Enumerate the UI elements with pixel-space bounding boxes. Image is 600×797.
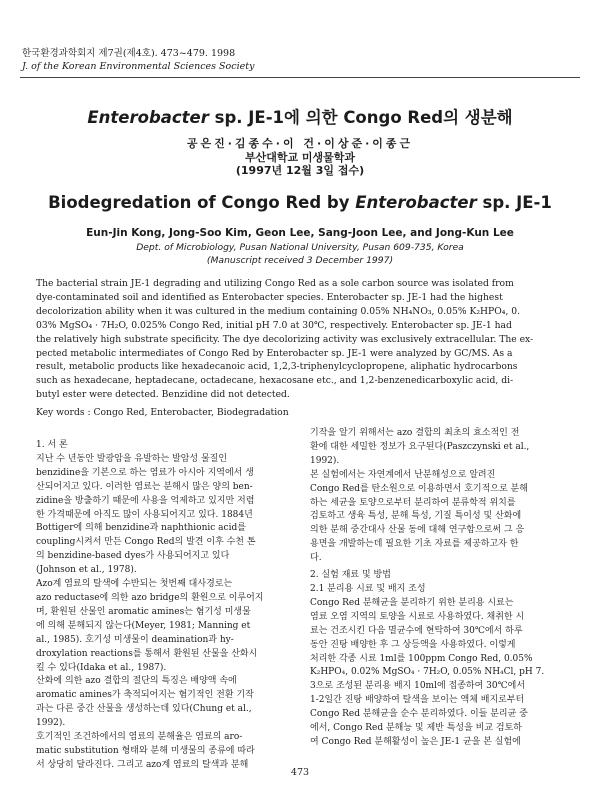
body-line: 하는 세균을 토양으로부터 분리하여 분류학적 위치를 <box>310 497 516 508</box>
abstract-line: The bacterial strain JE-1 degrading and utilizing Congo Red as a sole carbon source was isolated from <box>36 278 514 289</box>
body-line: 호기적인 조건하에서의 염료의 분해율은 염료의 aro- <box>36 732 243 743</box>
body-line: Bottiger에 의해 benzidine과 naphthionic acid를 <box>36 523 246 534</box>
body-line: 산화에 의한 azo 결합의 절단의 특징은 배양액 속에 <box>36 676 237 687</box>
title-korean <box>0 104 600 128</box>
body-line: 서 상당히 달라진다. 그리고 azo계 염료의 탈색과 분해 <box>36 759 249 770</box>
keywords: Key words : Congo Red, Enterobacter, Biodegradation <box>36 407 289 418</box>
body-line: Azo계 염료의 탈색에 수반되는 첫번째 대사경로는 <box>36 579 233 590</box>
body-line: 료는 건조시킨 다음 멸균수에 현탁하여 30℃에서 하루 <box>310 625 523 636</box>
body-line: coupling시켜서 만든 Congo Red의 발견 이후 수천 톤 <box>36 537 256 548</box>
body-line: (Johnson et al., 1978). <box>36 565 137 576</box>
title-en-organism: Enterobacter <box>355 193 477 212</box>
body-line: 1992). <box>310 455 340 466</box>
body-line: 며, 환원된 산물인 aromatic amines는 혐기성 미생물 <box>36 606 251 617</box>
body-line: 킬 수 있다(Idaka et al., 1987). <box>36 662 167 673</box>
body-line: Congo Red 분해균을 순수 분리하였다. 이들 분리균 중 <box>310 709 528 720</box>
abstract <box>36 277 566 402</box>
body-line: benzidine을 기본으로 하는 염료가 아시아 지역에서 생 <box>36 467 254 478</box>
body-line: azo reductase에 의한 azo bridge의 환원으로 이루어지 <box>36 592 264 603</box>
body-line: 다. <box>310 553 322 564</box>
body-line: 검토하고 생육 특성, 분해 특성, 기질 특이성 및 산화에 <box>310 511 522 522</box>
title-english <box>0 193 600 212</box>
body-line: 의한 분해 중간대사 산물 동에 대해 연구함으로써 그 응 <box>310 525 525 536</box>
authors-english: Eun-Jin Kong, Jong-Soo Kim, Geon Lee, Sang-Joon Lee, and Jong-Kun Lee <box>86 227 514 239</box>
body-line: droxylation reactions를 통해서 환원된 산물을 산화시 <box>36 648 258 659</box>
abstract-line: result, metabolic products like hexadecanoic acid, 1,2,3-triphenylcyclopropene, aliphatic hydrocarbons <box>36 361 518 373</box>
body-line: Congo Red를 탄소원으로 이용하면서 호기적으로 분해 <box>310 483 528 494</box>
journal-citation-en: J. of the Korean Environmental Sciences Society <box>22 61 255 72</box>
abstract-line: butyl ester were detected. Benzidine did not detected. <box>36 389 290 401</box>
subsection-heading: 2.1 분리용 시료 및 배지 조성 <box>310 583 426 594</box>
author-block-korean <box>0 137 600 178</box>
abstract-line: such as hexadecane, heptadecane, octadecane, hexacosane etc., and 1,2-benzenedicarboxylic acid, di- <box>36 375 514 387</box>
abstract-line: pected metabolic intermediates of Congo Red by Enterobacter sp. JE-1 were analyzed by GC/MS. As a <box>36 347 513 359</box>
abstract-line: 03% MgSO₄ · 7H₂O, 0.025% Congo Red, initial pH 7.0 at 30℃, respectively. Enterobacter sp. JE-1 had <box>36 319 512 331</box>
body-line: 용면을 개발하는데 필요한 기초 자료를 제공하고자 한 <box>310 539 519 550</box>
authors-korean: 공은진·김종수·이 건·이상준·이종근 <box>186 137 414 150</box>
affiliation-korean: 부산대학교 미생물학과 <box>244 150 356 164</box>
body-line: 에서, Congo Red 분해능 및 제반 특성을 비교 검토하 <box>310 723 522 734</box>
body-line: 기작을 알기 위해서는 azo 결합의 최초의 효소적인 전 <box>310 428 520 438</box>
title-en-prefix: Biodegredation of Congo Red by <box>48 193 356 212</box>
body-line: 의 benzidine-based dyes가 사용되어지고 있다 <box>36 551 230 562</box>
body-line: 동안 진탕 배양한 후 그 상등액을 사용하였다. 이렇게 <box>310 639 516 650</box>
body-line: 처리한 각종 시료 1ml를 100ppm Congo Red, 0.05% <box>310 653 533 664</box>
section-heading-methods: 2. 실험 재료 및 방법 <box>310 570 391 581</box>
body-line: 1-2일간 진탕 배양하여 탈색을 보이는 액체 배지로부터 <box>310 695 525 706</box>
body-line: 산되어지고 있다. 이러한 염료는 분해시 많은 양의 ben- <box>36 481 253 492</box>
affiliation-english: Dept. of Microbiology, Pusan National University, Pusan 609-735, Korea <box>136 242 464 253</box>
journal-header <box>22 47 254 73</box>
body-line: 3으로 조성된 분리용 배지 10ml에 접종하여 30℃에서 <box>310 681 526 692</box>
title-en-suffix: sp. JE-1 <box>476 193 552 212</box>
section-heading-introduction: 1. 서 론 <box>36 440 68 450</box>
body-line: 여 Congo Red 분해활성이 높은 JE-1 균을 본 실험에 <box>310 736 521 747</box>
page-number: 473 <box>290 767 310 778</box>
body-line: matic substitution 형태와 분해 미생물의 종류에 따라 <box>36 745 255 756</box>
body-line: aromatic amines가 축적되어지는 혐기적인 전환 기작 <box>36 690 254 701</box>
title-ko-organism: Enterobacter <box>87 108 209 127</box>
abstract-line: dye-contaminated soil and identified as Enterobacter species. Enterobacter sp. JE-1 had the highest <box>36 291 503 303</box>
received-english: (Manuscript received 3 December 1997) <box>206 254 394 266</box>
header-rule <box>20 77 580 78</box>
left-column <box>36 439 294 773</box>
body-line: 환에 대한 세밀한 정보가 요구된다(Paszczynski et al., <box>310 441 530 452</box>
body-line: 한 가격때문에 아직도 많이 사용되어지고 있다. 1884년 <box>36 509 253 520</box>
journal-citation-ko: 한국환경과학회지 제7권(제4호). 473~479. 1998 <box>22 48 236 59</box>
body-line: 1992). <box>36 718 66 729</box>
abstract-line: the relatively high substrate specificity. The dye decolorizing activity was exclusively extracellular. The ex- <box>36 333 534 345</box>
title-ko-rest: sp. JE-1에 의한 Congo Red의 생분해 <box>208 108 513 127</box>
received-korean: (1997년 12월 3일 접수) <box>235 164 365 177</box>
body-line: Congo Red 분해균을 분리하기 위한 분리용 시료는 <box>310 597 514 608</box>
body-line: zidine을 방출하기 때문에 사용을 억제하고 있지만 저렴 <box>36 495 255 506</box>
right-column <box>310 427 568 750</box>
body-line: 과는 다른 중간 산물을 생성하는데 있다(Chung et al., <box>36 704 252 715</box>
body-line: K₂HPO₄, 0.02% MgSO₄ · 7H₂O, 0.05% NH₄Cl, pH 7. <box>310 667 545 678</box>
body-line: 본 실험에서는 자연계에서 난분해성으로 알려진 <box>310 469 496 480</box>
body-line: 지난 수 년동안 발광암을 유발하는 발암성 물질인 <box>36 453 228 464</box>
affiliation-block-english <box>0 242 600 267</box>
body-line: al., 1985). 호기성 미생물이 deamination과 hy- <box>36 634 234 645</box>
abstract-line: decolorization ability when it was cultured in the medium containing 0.05% NH₄NO₃, 0.05% K₂HPO₄, 0. <box>36 305 521 317</box>
body-line: 염료 오염 지역의 토양을 시료로 사용하였다. 채취한 시 <box>310 611 525 622</box>
body-line: 에 의해 분해되지 않는다(Meyer, 1981; Manning et <box>36 620 251 631</box>
